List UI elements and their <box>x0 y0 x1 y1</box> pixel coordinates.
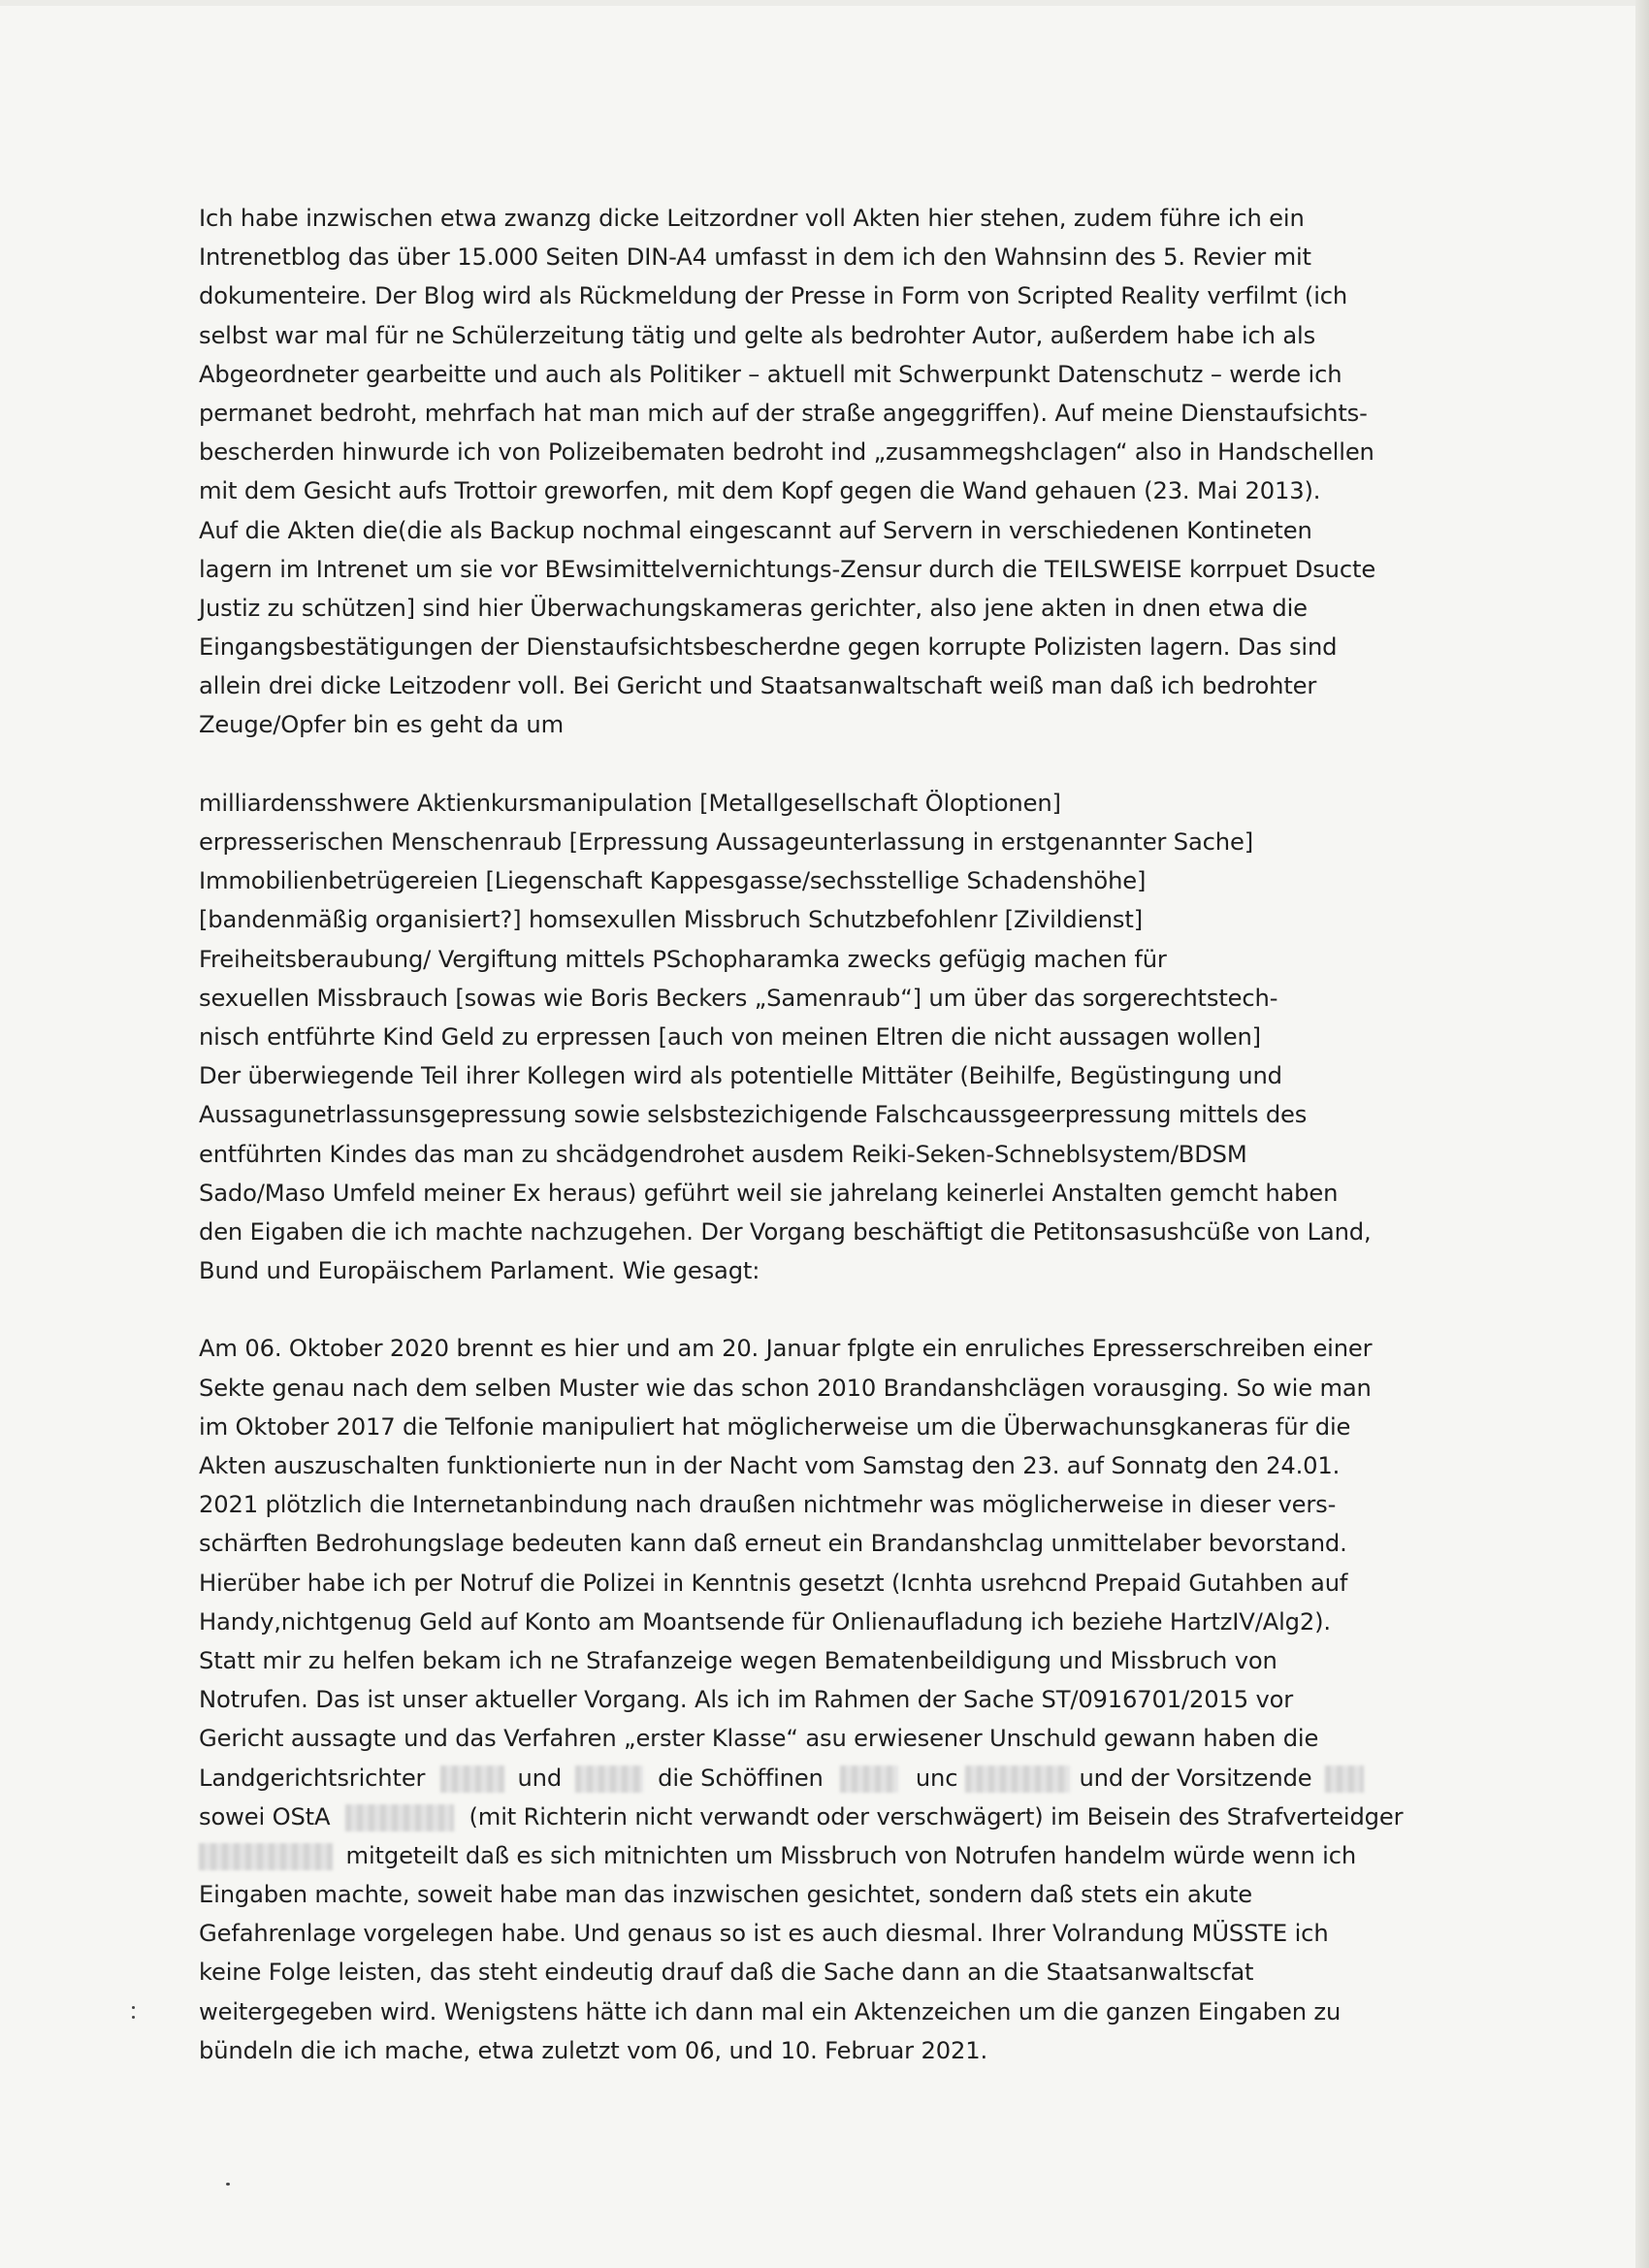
text-line: Auf die Akten die(die als Backup nochmal eingescannt auf Servern in verschiedenen Kontineten <box>199 516 1312 544</box>
redaction-block <box>840 1766 898 1793</box>
text-line: Sado/Maso Umfeld meiner Ex heraus) geführt weil sie jahrelang keinerlei Anstalten gemcht haben <box>199 1179 1339 1207</box>
text-fragment: sowei OStA <box>199 1802 331 1831</box>
text-line: Akten auszuschalten funktionierte nun in der Nacht vom Samstag den 23. auf Sonnatg den 24.01. <box>199 1452 1341 1479</box>
scan-speck <box>132 2016 135 2019</box>
redacted-line-1 <box>199 1759 1436 1798</box>
redaction-block <box>575 1766 643 1793</box>
text-line: weitergegeben wird. Wenigstens hätte ich dann mal ein Aktenzeichen um die ganzen Eingaben zu <box>199 1997 1342 2025</box>
text-line: schärften Bedrohungslage bedeuten kann daß erneut ein Brandanshclag unmittelaber bevorstand. <box>199 1530 1347 1558</box>
text-line: selbst war mal für ne Schülerzeitung tätig und gelte als bedrohter Autor, außerdem habe ich als <box>199 321 1316 349</box>
redaction-block <box>1325 1766 1364 1793</box>
text-line: Ich habe inzwischen etwa zwanzg dicke Leitzordner voll Akten hier stehen, zudem führe ich ein <box>199 205 1305 232</box>
closing-paragraph <box>199 1875 1436 2070</box>
text-line: den Eigaben die ich machte nachzugehen. Der Vorgang beschäftigt die Petitonsasushcüße von Land, <box>199 1217 1372 1246</box>
text-line: Der überwiegende Teil ihrer Kollegen wird als potentielle Mittäter (Beihilfe, Begüstingung und <box>199 1062 1282 1090</box>
text-line: Statt mir zu helfen bekam ich ne Strafanzeige wegen Bematenbeildigung und Missbruch von <box>199 1646 1277 1674</box>
text-fragment: (mit Richterin nicht verwandt oder verschwägert) im Beisein des Strafverteidger <box>469 1802 1404 1831</box>
text-fragment: und der Vorsitzende <box>1079 1764 1312 1792</box>
scan-top-edge <box>0 0 1649 6</box>
text-line: Bund und Europäischem Parlament. Wie gesagt: <box>199 1257 760 1285</box>
text-line: Gefahrenlage vorgelegen habe. Und genaus so ist es auch diesmal. Ihrer Volrandung MÜSSTE ich <box>199 1920 1329 1948</box>
text-line: [bandenmäßig organisiert?] homsexullen Missbruch Schutzbefohlenr [Zivildienst] <box>199 906 1144 934</box>
text-line: nisch entführte Kind Geld zu erpressen [auch von meinen Eltren die nicht aussagen wollen] <box>199 1022 1261 1051</box>
scan-speck <box>226 2183 230 2186</box>
text-line: Immobilienbetrügereien [Liegenschaft Kappesgasse/sechsstellige Schadenshöhe] <box>199 867 1147 895</box>
text-line: Gericht aussagte und das Verfahren „erster Klasse“ asu erwiesener Unschuld gewann haben die <box>199 1725 1319 1753</box>
scan-right-edge <box>1635 0 1649 2268</box>
text-fragment: und <box>517 1764 563 1792</box>
text-line: Sekte genau nach dem selben Muster wie das schon 2010 Brandanshclägen vorausging. So wie man <box>199 1374 1372 1402</box>
text-line: sexuellen Missbrauch [sowas wie Boris Beckers „Samenraub“] um über das sorgerechtstech- <box>199 984 1278 1012</box>
text-line: Freiheitsberaubung/ Vergiftung mittels PSchopharamka zwecks gefügig machen für <box>199 945 1167 973</box>
text-line: Justiz zu schützen] sind hier Überwachungskameras gerichter, also jene akten in dnen etwa die <box>199 594 1308 622</box>
text-line: lagern im Intrenet um sie vor BEwsimittelvernichtungs-Zensur durch die TEILSWEISE korrpuet Dsucte <box>199 555 1376 583</box>
text-line: keine Folge leisten, das steht eindeutig drauf daß die Sache dann an die Staatsanwaltscfat <box>199 1959 1254 1987</box>
redacted-line-2 <box>199 1798 1436 1836</box>
text-fragment: die Schöffinen <box>658 1764 824 1792</box>
text-line: Aussagunetrlassunsgepressung sowie selsbstezichigende Falschcaussgeerpressung mittels des <box>199 1101 1308 1129</box>
text-line: allein drei dicke Leitzodenr voll. Bei Gericht und Staatsanwaltschaft weiß man daß ich bedrohter <box>199 672 1317 700</box>
text-line: Hierüber habe ich per Notruf die Polizei in Kenntnis gesetzt (Icnhta usrehcnd Prepaid Gutahben auf <box>199 1569 1348 1597</box>
text-line: mit dem Gesicht aufs Trottoir greworfen, mit dem Kopf gegen die Wand gehauen (23. Mai 2013). <box>199 477 1321 505</box>
text-line: permanet bedroht, mehrfach hat man mich auf der straße angeggriffen). Auf meine Dienstaufsichts- <box>199 399 1368 427</box>
text-line: Handy,nichtgenug Geld auf Konto am Moantsende für Onlienaufladung ich beziehe HartzIV/Alg2). <box>199 1607 1331 1636</box>
text-fragment: mitgeteilt daß es sich mitnichten um Missbruch von Notrufen handelm würde wenn ich <box>345 1841 1357 1869</box>
text-line: erpresserischen Menschenraub [Erpressung Aussageunterlassung in erstgenannter Sache] <box>199 828 1253 856</box>
paragraph-gap <box>199 1290 1436 1329</box>
paragraph-3 <box>199 1329 1436 1758</box>
text-line: im Oktober 2017 die Telfonie manipuliert hat möglicherweise um die Überwachunsgkaneras für die <box>199 1412 1351 1441</box>
text-line: Am 06. Oktober 2020 brennt es hier und am 20. Januar fplgte ein enruliches Epresserschreiben einer <box>199 1335 1373 1363</box>
text-fragment: Landgerichtsrichter <box>199 1764 426 1792</box>
text-line: entführten Kindes das man zu shcädgendrohet ausdem Reiki-Seken-Schneblsystem/BDSM <box>199 1140 1247 1168</box>
text-line: Eingangsbestätigungen der Dienstaufsichtsbescherdne gegen korrupte Polizisten lagern. Das sind <box>199 633 1338 662</box>
text-line: bündeln die ich mache, etwa zuletzt vom 06, und 10. Februar 2021. <box>199 2036 987 2064</box>
text-line: dokumenteire. Der Blog wird als Rückmeldung der Presse in Form von Scripted Reality verfilmt (ich <box>199 282 1348 310</box>
redaction-block <box>440 1766 504 1793</box>
paragraph-2 <box>199 784 1436 1290</box>
text-line: 2021 plötzlich die Internetanbindung nach draußen nichtmehr was möglicherweise in dieser vers- <box>199 1491 1337 1519</box>
paragraph-1 <box>199 199 1436 745</box>
letter-page <box>199 199 1436 2070</box>
text-line: Zeuge/Opfer bin es geht da um <box>199 711 564 739</box>
text-line: Intrenetblog das über 15.000 Seiten DIN-A4 umfasst in dem ich den Wahnsinn des 5. Revier mit <box>199 243 1311 272</box>
text-fragment: unc <box>915 1764 958 1792</box>
text-line: milliardensshwere Aktienkursmanipulation [Metallgesellschaft Öloptionen] <box>199 789 1061 817</box>
text-line: Notrufen. Das ist unser aktueller Vorgang. Als ich im Rahmen der Sache ST/0916701/2015 vor <box>199 1686 1294 1714</box>
redaction-block <box>199 1843 333 1870</box>
redacted-line-3 <box>199 1836 1436 1875</box>
scan-speck <box>132 2006 135 2009</box>
paragraph-gap <box>199 745 1436 784</box>
redaction-block <box>965 1766 1070 1793</box>
text-line: Eingaben machte, soweit habe man das inzwischen gesichtet, sondern daß stets ein akute <box>199 1881 1253 1909</box>
text-line: bescherden hinwurde ich von Polizeibematen bedroht ind „zusammegshclagen“ also in Handschellen <box>199 438 1374 467</box>
text-line: Abgeordneter gearbeitte und auch als Politiker – aktuell mit Schwerpunkt Datenschutz – werde ich <box>199 360 1342 388</box>
redaction-block <box>345 1804 454 1831</box>
